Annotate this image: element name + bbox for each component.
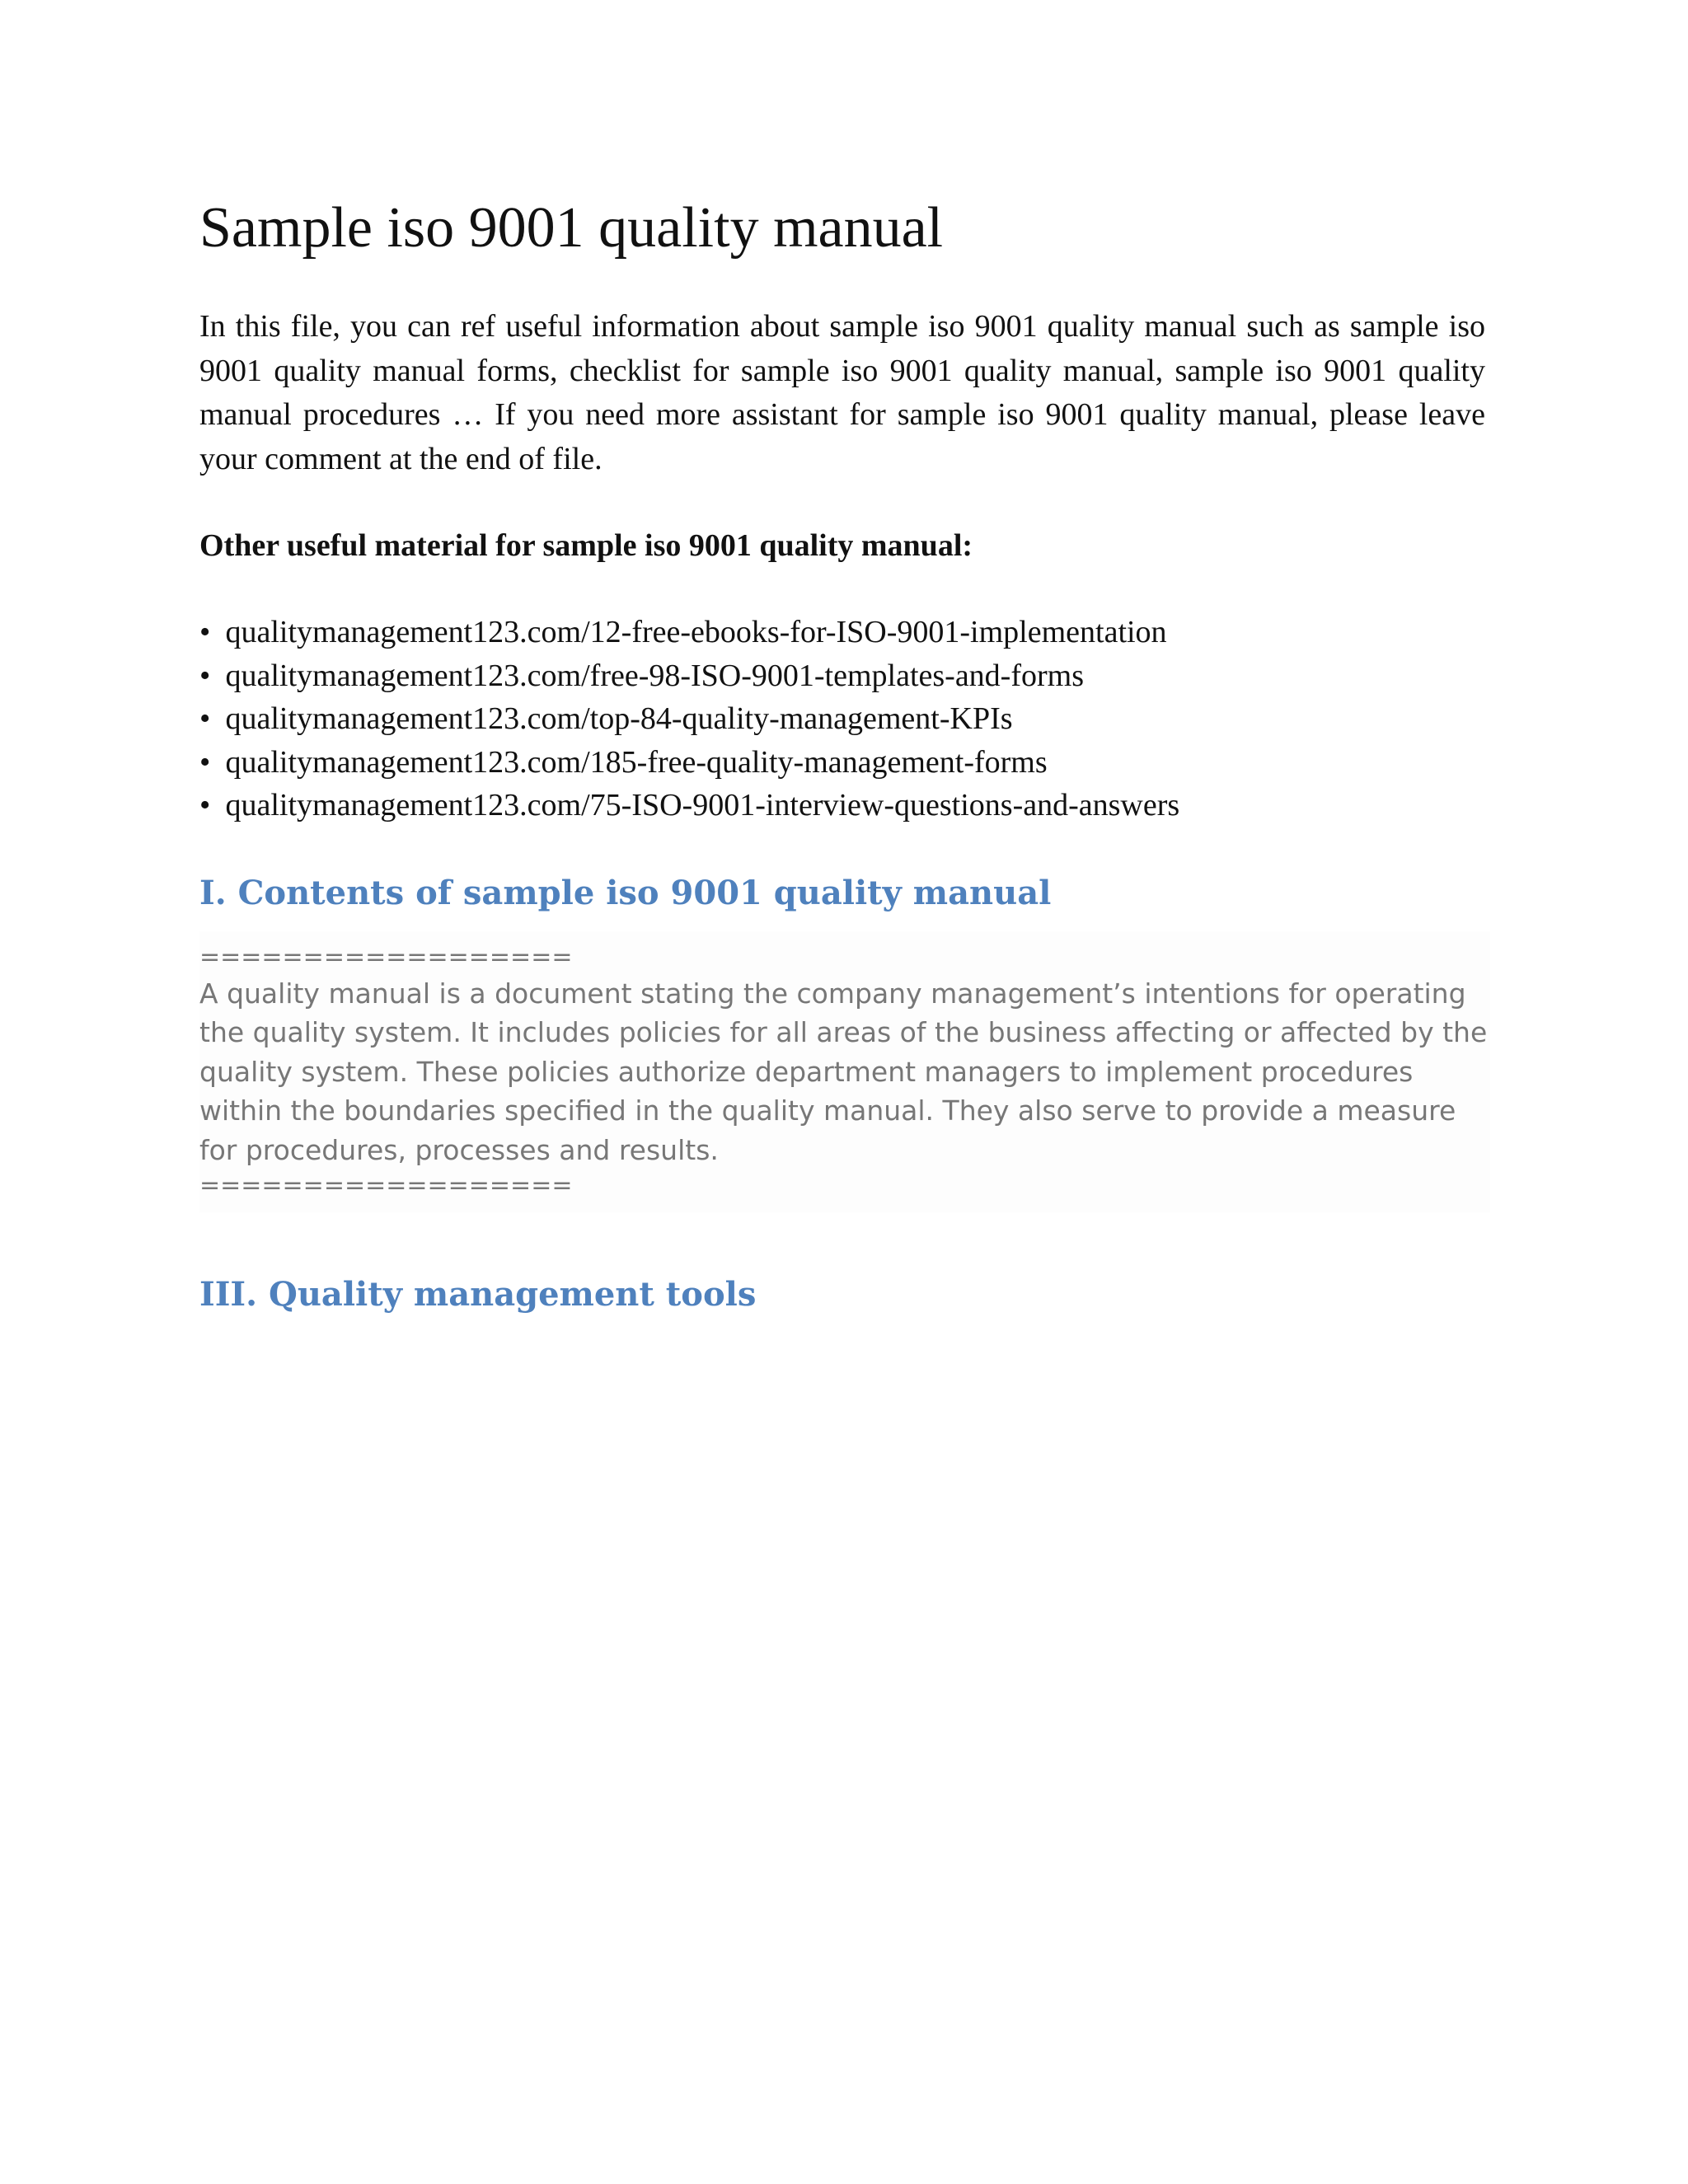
bullet-icon: • (199, 788, 211, 823)
divider-top: ================== (199, 942, 573, 972)
material-link[interactable]: qualitymanagement123.com/75-ISO-9001-interview-questions-and-answers (225, 788, 1180, 823)
definition-text: A quality manual is a document stating the company management’s intentions for operating the quality system. It includes policies for all areas of the business affecting or affected by the quality system. These policies authorize department managers to implement procedures within the boundaries specified in the quality manual. They also serve to provide a measure for procedures, processes and results. (199, 977, 1488, 1166)
material-link-item (199, 697, 1485, 741)
divider-bottom: ================== (199, 1171, 573, 1200)
material-link-item (199, 784, 1485, 827)
material-link-item (199, 741, 1485, 785)
page-content (199, 191, 1488, 1318)
material-link[interactable]: qualitymanagement123.com/top-84-quality-management-KPIs (225, 701, 1013, 736)
section-heading-contents: I. Contents of sample iso 9001 quality manual (199, 873, 1052, 912)
material-link[interactable]: qualitymanagement123.com/12-free-ebooks-for-ISO-9001-implementation (225, 615, 1167, 649)
material-links-list (199, 611, 1485, 827)
bullet-icon: • (199, 701, 211, 736)
definition-block (199, 931, 1490, 1213)
material-link-item (199, 654, 1485, 698)
material-link-item (199, 611, 1485, 654)
other-material-heading: Other useful material for sample iso 9001 quality manual: (199, 528, 973, 563)
bullet-icon: • (199, 658, 211, 693)
intro-paragraph: In this file, you can ref useful information about sample iso 9001 quality manual such as sample iso 9001 quality manual forms, checklist for sample iso 9001 quality manual, sample iso 9001 quality manual procedures … If you need more assistant for sample iso 9001 quality manual, please leave your comment at the end of file. (199, 309, 1485, 476)
bullet-icon: • (199, 744, 211, 780)
material-link[interactable]: qualitymanagement123.com/185-free-quality-management-forms (225, 744, 1048, 780)
section-heading-tools: III. Quality management tools (199, 1275, 757, 1314)
material-link[interactable]: qualitymanagement123.com/free-98-ISO-9001-templates-and-forms (225, 658, 1084, 693)
document-title: Sample iso 9001 quality manual (199, 196, 944, 260)
bullet-icon: • (199, 615, 211, 649)
